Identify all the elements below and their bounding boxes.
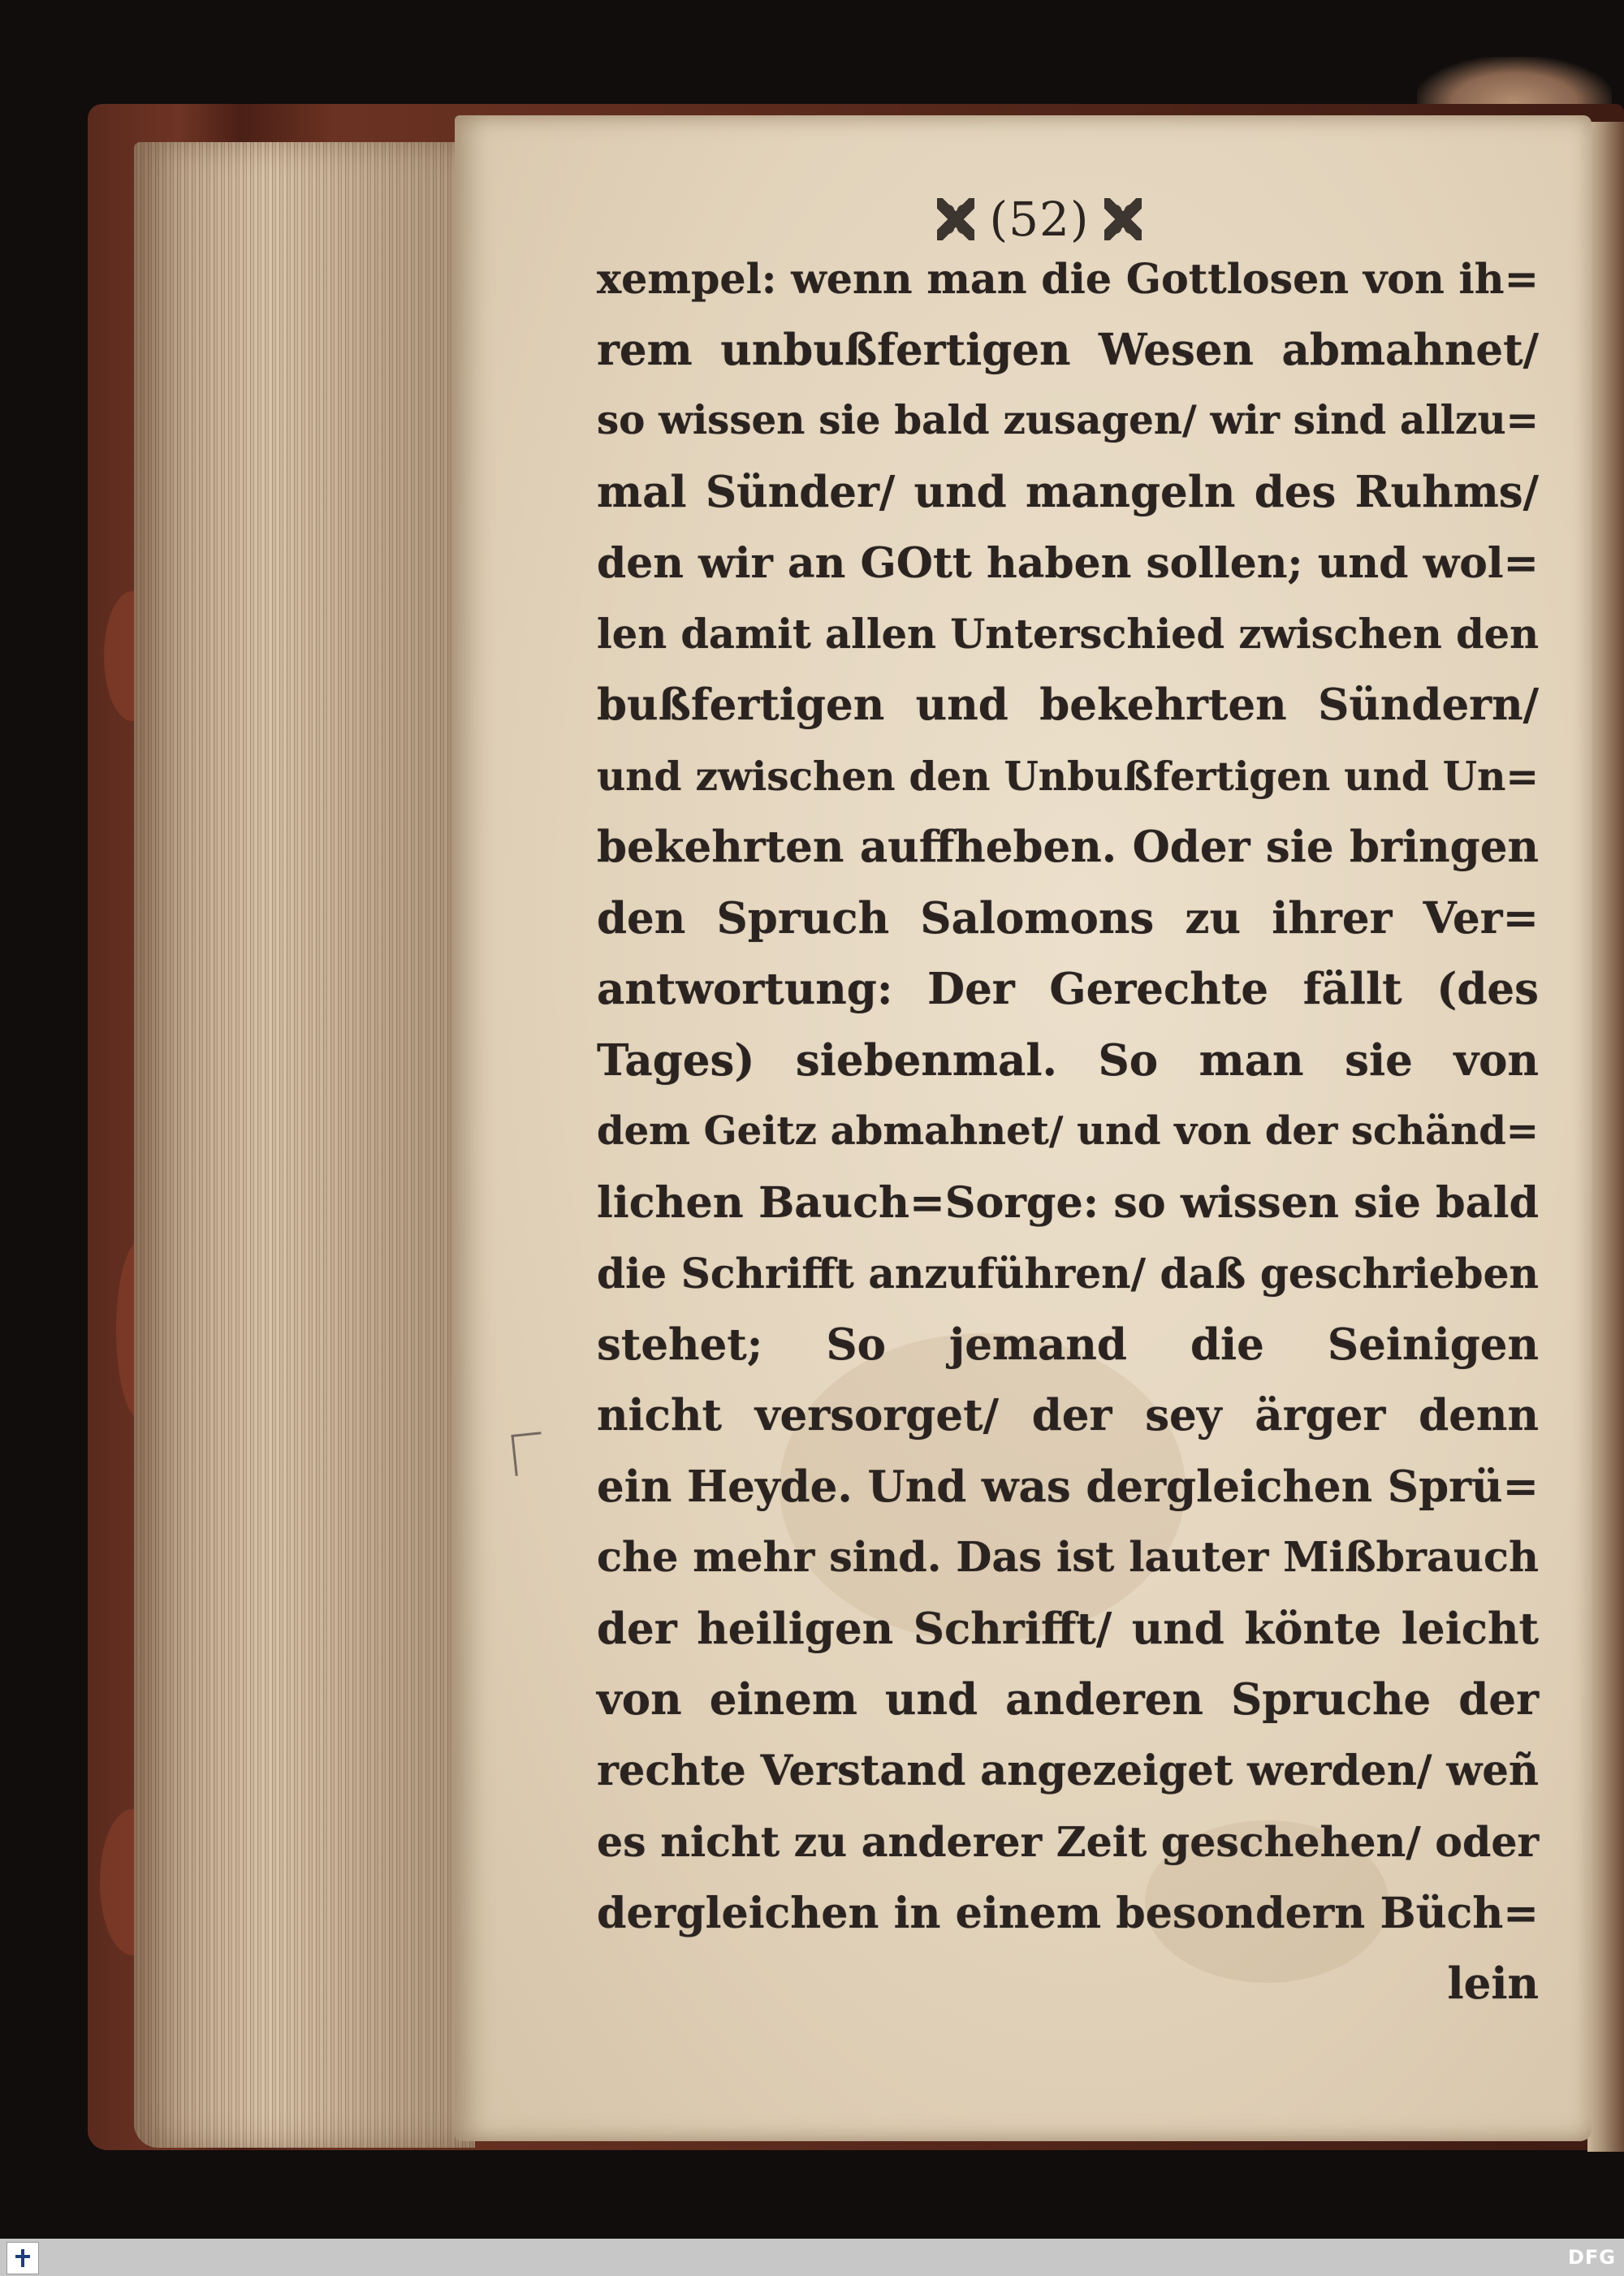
text-line: und zwischen den Unbußfertigen und Un= — [597, 753, 1539, 800]
library-logo-mark — [15, 2249, 30, 2267]
text-line: bußfertigen und bekehrten Sündern/ — [597, 680, 1539, 730]
text-line: stehet; So jemand die Seinigen — [597, 1319, 1539, 1370]
text-line: antwortung: Der Gerechte fällt (des — [597, 964, 1539, 1014]
catchword: lein — [1447, 1959, 1539, 2009]
text-line: den Spruch Salomons zu ihrer Ver= — [597, 892, 1539, 944]
text-line: ein Heyde. Und was dergleichen Sprü= — [597, 1461, 1539, 1512]
text-line: len damit allen Unterschied zwischen den — [597, 610, 1539, 658]
page-number: (52) — [989, 192, 1090, 247]
text-line: nicht versorget/ der sey ärger denn — [597, 1390, 1539, 1440]
body-text — [597, 244, 1539, 2020]
running-header — [905, 187, 1173, 252]
text-line: so wissen sie bald zusagen/ wir sind allzu= — [597, 398, 1539, 443]
viewer-footer-bar — [0, 2239, 1624, 2276]
text-line: mal Sünder/ und mangeln des Ruhms/ — [597, 466, 1539, 517]
page-edges-shading — [134, 142, 475, 2148]
text-line: rechte Verstand angezeiget werden/ weñ — [597, 1746, 1540, 1795]
text-line: dem Geitz abmahnet/ und von der schänd= — [597, 1108, 1539, 1154]
text-line: der heiligen Schrifft/ und könte leicht — [597, 1603, 1539, 1654]
text-line: rem unbußfertigen Wesen abmahnet/ — [597, 324, 1539, 375]
text-line: dergleichen in einem besondern Büch= — [597, 1888, 1539, 1938]
printer-ornament-icon — [937, 198, 974, 240]
pencil-mark-icon — [511, 1432, 545, 1476]
text-line: bekehrten auffheben. Oder sie bringen — [597, 822, 1539, 872]
text-line: die Schrifft anzuführen/ daß geschrieben — [597, 1250, 1539, 1298]
text-line: lichen Bauch=Sorge: so wissen sie bald — [597, 1177, 1539, 1228]
text-line: von einem und anderen Spruche der — [597, 1674, 1539, 1725]
text-line: xempel: wenn man die Gottlosen von ih= — [597, 254, 1539, 303]
text-line: Tages) siebenmal. So man sie von — [597, 1034, 1539, 1086]
text-line: den wir an GOtt haben sollen; und wol= — [597, 538, 1539, 588]
library-logo-icon[interactable] — [6, 2242, 39, 2274]
back-page-edges — [1587, 122, 1624, 2152]
dfg-logo[interactable]: DFG — [1567, 2246, 1616, 2269]
text-line: che mehr sind. Das ist lauter Mißbrauch — [597, 1533, 1539, 1582]
text-line: es nicht zu anderer Zeit geschehen/ oder — [597, 1818, 1540, 1866]
printer-ornament-icon — [1104, 198, 1142, 240]
